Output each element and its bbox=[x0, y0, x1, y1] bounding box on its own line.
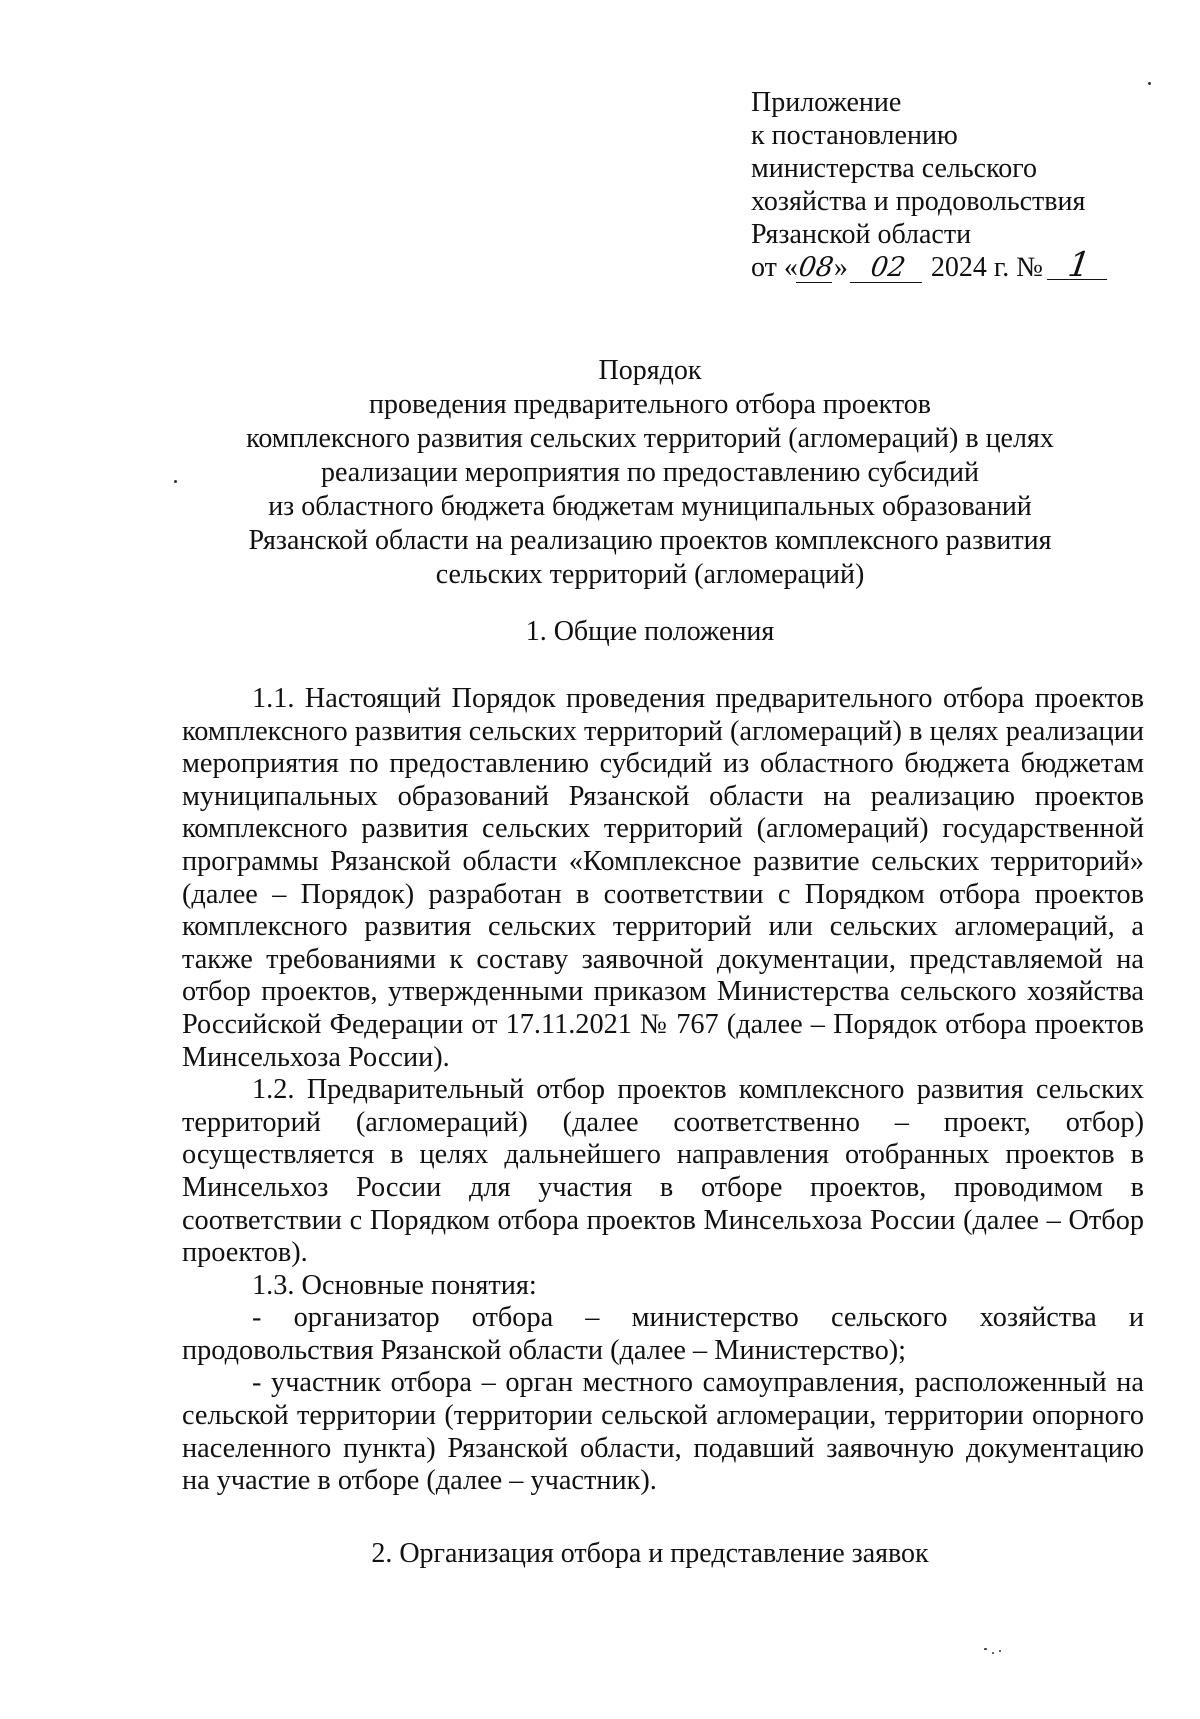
title-line: реализации мероприятия по предоставлению субсидий bbox=[320, 457, 980, 488]
title-line: из областного бюджета бюджетам муниципальных образований bbox=[268, 491, 1032, 522]
appendix-line: Приложение bbox=[751, 87, 902, 118]
scan-speck bbox=[999, 1650, 1001, 1652]
document-title bbox=[150, 354, 1150, 592]
title-line: проведения предварительного отбора проектов bbox=[369, 389, 931, 420]
section-body-general bbox=[182, 683, 1144, 1498]
paragraph-1-2: 1.2. Предварительный отбор проектов комплексного развития сельских территорий (агломераций) (далее соответственно – проект, отбор) осуществляется в целях дальнейшего направления отобранных проектов в Минсельхоз России для участия в отборе проектов, проводимом в соответствии с Порядком отбора проектов Минсельхоза России (далее – Отбор проектов). bbox=[182, 1074, 1144, 1269]
scan-speck bbox=[984, 1648, 987, 1650]
title-line: комплексного развития сельских территорий (агломераций) в целях bbox=[246, 423, 1054, 454]
doc-number-handwritten: 1 bbox=[1047, 251, 1111, 280]
definition-participant: - участник отбора – орган местного самоуправления, расположенный на сельской территории (территории сельской агломерации, территории опорного населенного пункта) Рязанской области, подавший заявочную документацию на участие в отборе (далее – участник). bbox=[182, 1367, 1144, 1497]
date-year-text: 2024 г. № bbox=[930, 252, 1043, 283]
date-day-handwritten: 08 bbox=[796, 252, 836, 283]
appendix-line: хозяйства и продовольствия bbox=[751, 186, 1086, 217]
appendix-line: министерства сельского bbox=[751, 153, 1038, 184]
title-line: Рязанской области на реализацию проектов комплексного развития bbox=[248, 525, 1052, 556]
section-heading-general: 1. Общие положения bbox=[525, 616, 775, 647]
appendix-line: к постановлению bbox=[751, 120, 958, 151]
scan-speck bbox=[992, 1652, 994, 1654]
title-line: сельских территорий (агломераций) bbox=[435, 559, 865, 590]
date-quote-close: » bbox=[833, 252, 848, 283]
scan-speck bbox=[174, 480, 177, 483]
date-month-handwritten: 02 bbox=[850, 254, 926, 283]
scan-speck bbox=[1148, 82, 1151, 85]
definition-organizer: - организатор отбора – министерство сельского хозяйства и продовольствия Рязанской области (далее – Министерство); bbox=[182, 1302, 1144, 1366]
appendix-line: Рязанской области bbox=[751, 219, 972, 250]
date-prefix: от « bbox=[751, 252, 798, 283]
title-line: Порядок bbox=[598, 355, 702, 386]
appendix-date-line bbox=[751, 245, 1171, 285]
appendix-block bbox=[751, 86, 1171, 284]
paragraph-1-1: 1.1. Настоящий Порядок проведения предварительного отбора проектов комплексного развития сельских территорий (агломераций) в целях реализации мероприятия по предоставлению субсидий из областного бюджета бюджетам муниципальных образований Рязанской области на реализацию проектов комплексного развития сельских территорий (агломераций) государственной программы Рязанской области «Комплексное развитие сельских территорий» (далее – Порядок) разработан в соответствии с Порядком отбора проектов комплексного развития сельских территорий или сельских агломераций, а также требованиями к составу заявочной документации, представляемой на отбор проектов, утвержденными приказом Министерства сельского хозяйства Российской Федерации от 17.11.2021 № 767 (далее – Порядок отбора проектов Минсельхоза России). bbox=[182, 683, 1144, 1073]
section-heading-organization: 2. Организация отбора и представление заявок bbox=[371, 1538, 929, 1569]
paragraph-1-3: 1.3. Основные понятия: bbox=[252, 1269, 537, 1301]
